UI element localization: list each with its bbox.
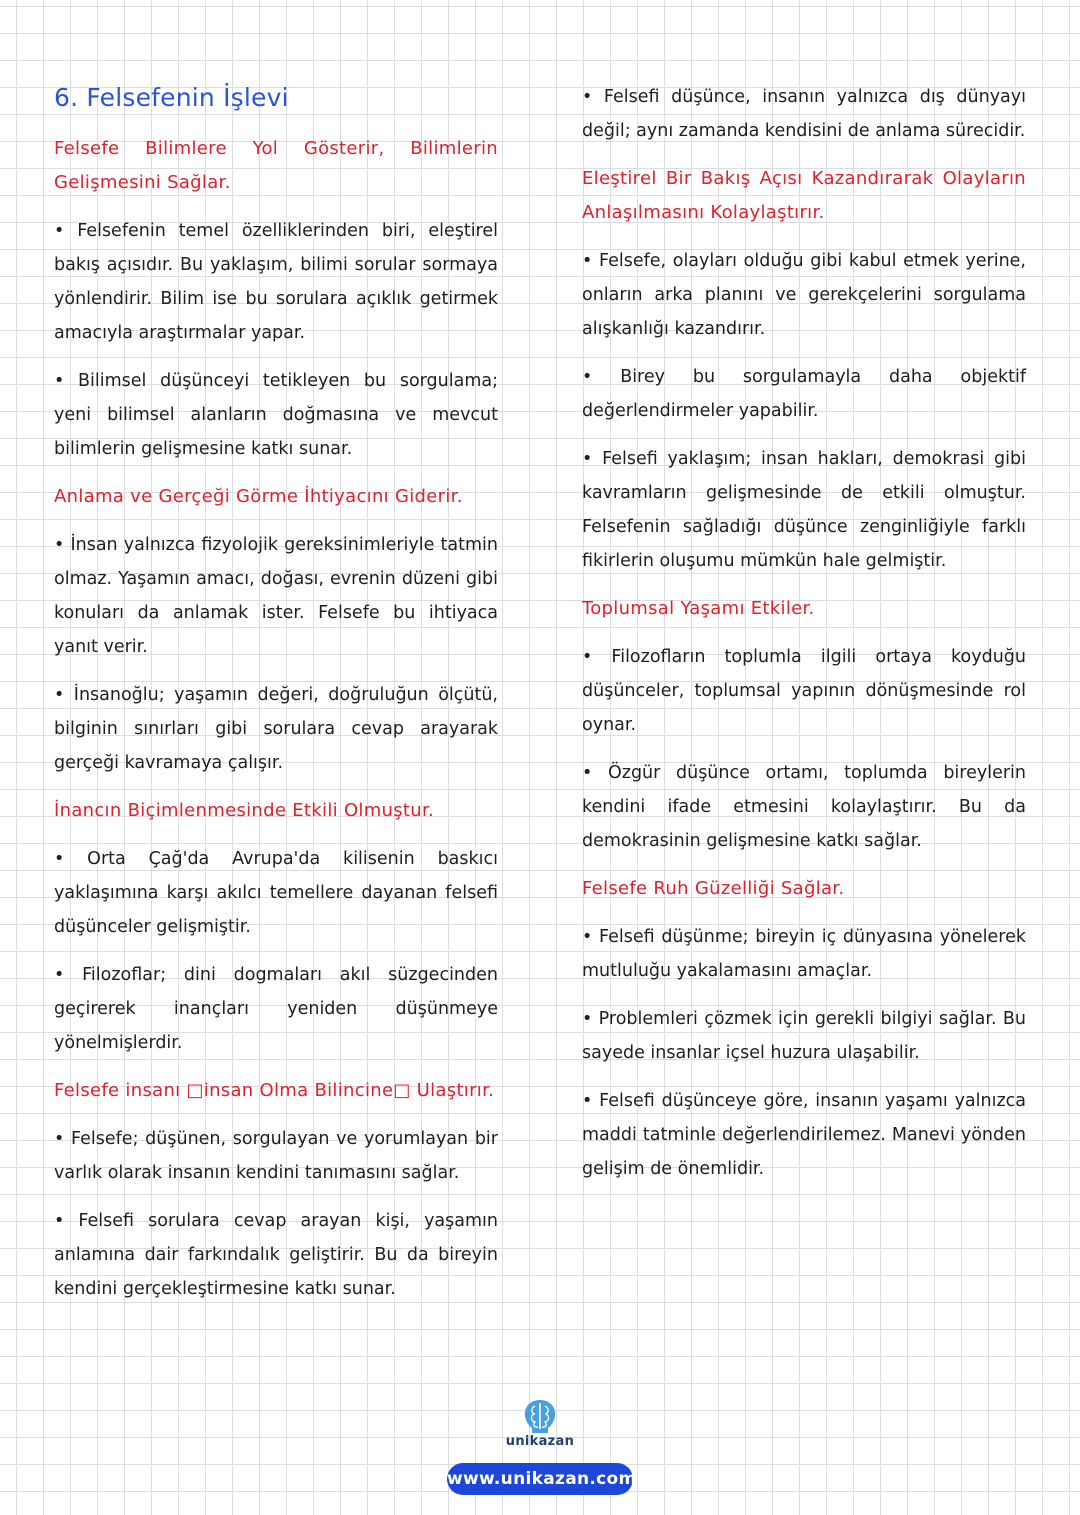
brand-logo: [490, 1398, 590, 1449]
paragraph: • Felsefi düşünme; bireyin iç dünyasına yönelerek mutluluğu yakalamasını amaçlar.: [582, 927, 1026, 981]
paragraph: • Felsefenin temel özelliklerinden biri, eleştirel bakış açısıdır. Bu yaklaşım, bilimi sorular sormaya yönlendirir. Bilim ise bu sorulara açıklık getirmek amacıyla araştırmalar yapar.: [54, 221, 498, 343]
right-column: [582, 78, 1026, 1200]
heading-1: Felsefe Bilimlere Yol Gösterir, Bilimlerin Gelişmesini Sağlar.: [54, 138, 498, 193]
page-title: 6. Felsefenin İşlevi: [54, 83, 289, 112]
paragraph: • Felsefi sorulara cevap arayan kişi, yaşamın anlamına dair farkındalık geliştirir. Bu da bireyin kendini gerçekleştirmesine katkı sunar.: [54, 1211, 498, 1299]
paragraph: • Birey bu sorgulamayla daha objektif değerlendirmeler yapabilir.: [582, 367, 1026, 421]
heading-6: Toplumsal Yaşamı Etkiler.: [582, 598, 815, 619]
heading-5: Eleştirel Bir Bakış Açısı Kazandırarak Olayların Anlaşılmasını Kolaylaştırır.: [582, 168, 1026, 223]
heading-7: Felsefe Ruh Güzelliği Sağlar.: [582, 878, 845, 899]
brain-head-icon: [520, 1398, 560, 1434]
paragraph: • Felsefi düşünce, insanın yalnızca dış dünyayı değil; aynı zamanda kendisini de anlama sürecidir.: [582, 87, 1026, 141]
paragraph: • İnsan yalnızca fizyolojik gereksinimleriyle tatmin olmaz. Yaşamın amacı, doğası, evrenin düzeni gibi konuları da anlamak ister. Felsefe bu ihtiyaca yanıt verir.: [54, 535, 498, 657]
paragraph: • Felsefi yaklaşım; insan hakları, demokrasi gibi kavramların gelişmesinde de etkili olmuştur. Felsefenin sağladığı düşünce zenginliğiyle farklı fikirlerin oluşumu mümkün hale gelmiştir.: [582, 449, 1026, 571]
paragraph: • Bilimsel düşünceyi tetikleyen bu sorgulama; yeni bilimsel alanların doğmasına ve mevcut bilimlerin gelişmesine katkı sunar.: [54, 371, 498, 459]
paragraph: • Felsefe, olayları olduğu gibi kabul etmek yerine, onların arka planını ve gerekçelerini sorgulama alışkanlığı kazandırır.: [582, 251, 1026, 339]
paragraph: • Felsefe; düşünen, sorgulayan ve yorumlayan bir varlık olarak insanın kendini tanımasını sağlar.: [54, 1129, 498, 1183]
heading-2: Anlama ve Gerçeği Görme İhtiyacını Giderir.: [54, 486, 463, 507]
paragraph: • Problemleri çözmek için gerekli bilgiyi sağlar. Bu sayede insanlar içsel huzura ulaşabilir.: [582, 1009, 1026, 1063]
heading-3: İnancın Biçimlenmesinde Etkili Olmuştur.: [54, 800, 435, 821]
paragraph: • Filozofların toplumla ilgili ortaya koyduğu düşünceler, toplumsal yapının dönüşmesinde rol oynar.: [582, 647, 1026, 735]
paragraph: • Orta Çağ'da Avrupa'da kilisenin baskıcı yaklaşımına karşı akılcı temellere dayanan felsefi düşünceler gelişmiştir.: [54, 849, 498, 937]
left-column: [54, 78, 498, 1320]
heading-4: Felsefe insanı □insan Olma Bilincine□ Ulaştırır.: [54, 1080, 495, 1101]
paragraph: • Felsefi düşünceye göre, insanın yaşamı yalnızca maddi tatminle değerlendirilemez. Manevi yönden gelişim de önemlidir.: [582, 1091, 1026, 1179]
logo-text: unikazan: [505, 1434, 575, 1449]
paragraph: • İnsanoğlu; yaşamın değeri, doğruluğun ölçütü, bilginin sınırları gibi sorulara cevap arayarak gerçeği kavramaya çalışır.: [54, 685, 498, 773]
paragraph: • Özgür düşünce ortamı, toplumda bireylerin kendini ifade etmesini kolaylaştırır. Bu da demokrasinin gelişmesine katkı sağlar.: [582, 763, 1026, 851]
website-link[interactable]: www.unikazan.com: [447, 1463, 633, 1495]
paragraph: • Filozoflar; dini dogmaları akıl süzgecinden geçirerek inançları yeniden düşünmeye yönelmişlerdir.: [54, 965, 498, 1053]
